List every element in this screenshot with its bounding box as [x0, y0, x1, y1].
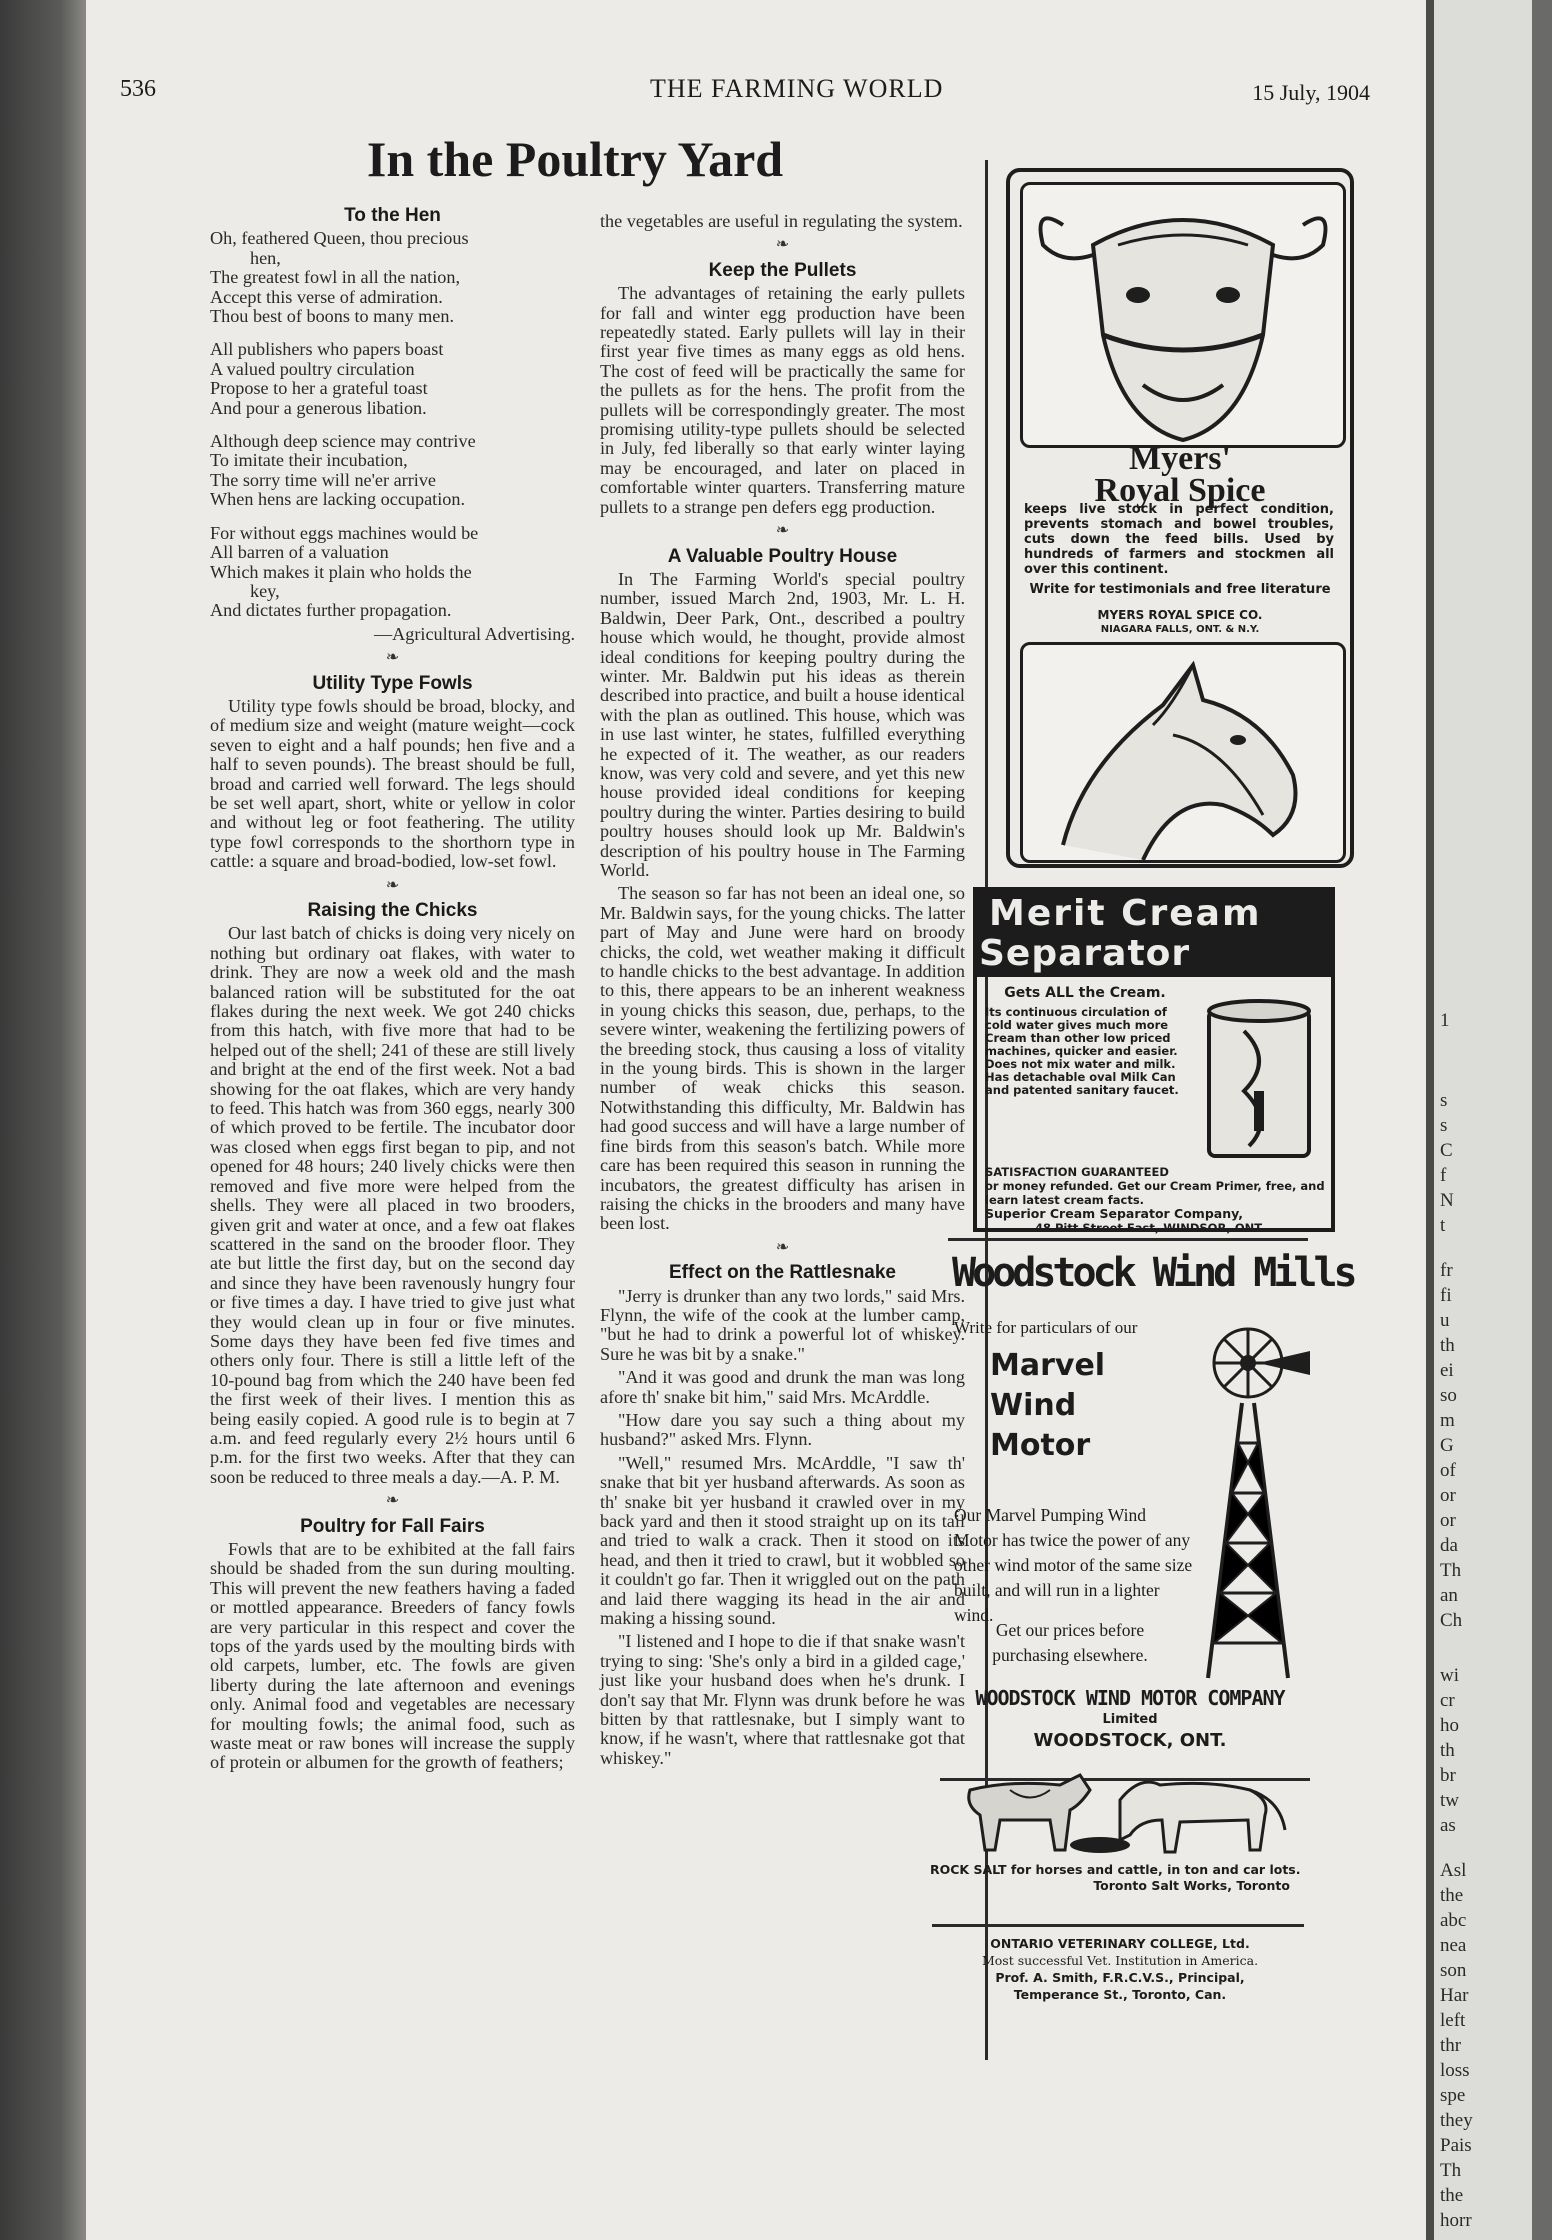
fragment-text: left [1440, 2010, 1466, 2031]
poem-line: All barren of a valuation [210, 542, 389, 563]
company-limited: Limited [1102, 1712, 1158, 1727]
fragment-text: fi [1440, 1285, 1452, 1306]
fragment-text: thr [1440, 2035, 1462, 2056]
poem-line: key, [250, 580, 280, 601]
college-name: ONTARIO VETERINARY COLLEGE, Ltd. [990, 1936, 1250, 1951]
fragment-text: nea [1440, 1935, 1467, 1956]
scan-left-margin [0, 0, 86, 2240]
poem-heading: To the Hen [344, 205, 441, 226]
woodstock-wind-mills-ad [940, 1238, 1354, 1751]
college-tagline: Most successful Vet. Institution in America. [981, 1953, 1259, 1968]
fragment-text: 1 [1440, 1010, 1450, 1031]
horse-illustration [1020, 642, 1346, 863]
product-name-2: Wind [990, 1388, 1077, 1423]
prices-cta: Get our prices before purchasing elsewhere. [992, 1620, 1148, 1665]
utility-heading: Utility Type Fowls [312, 672, 473, 694]
ad-intro: Write for particulars of our [954, 1318, 1138, 1337]
poem-line: Oh, feathered Queen, thou precious [210, 228, 469, 249]
company-name: Superior Cream Separator Company, [985, 1206, 1244, 1221]
fragment-text: horr [1440, 2210, 1472, 2231]
product-name-3: Motor [990, 1428, 1091, 1463]
poem-stanza-1 [210, 229, 575, 326]
divider [932, 1924, 1304, 1927]
fragment-text: Har [1440, 1985, 1469, 2006]
chicks-text: Our last batch of chicks is doing very nicely on nothing but ordinary oat flakes, with water to drink. They are now a week old and the mash balanced ration will be substituted for the oat flakes during the next week. We got 240 chicks from this hatch, with five more that had to be helped out of the shell; 241 of these are still lively and bright at the end of the first week. Not a bad showing for the oat flakes, which are very handy to feed. This hatch was from 360 eggs, nearly 300 of which proved to be fertile. The incubator door was closed when eggs first began to pip, and not opened for 48 hours; 240 lively chicks were then removed and five more were helped from the shells. They were all placed in two brooders, given grit and water at once, and a few oat flakes scattered in the sand on the brooder floor. They ate but little the first day, but on the second day and since they have been ravenously hungry four or five times a day. I have tried to give just what they would clean up in four or five minutes. Some days they have been fed five times and others only four. There is still a little left of the 10-pound bag from which the 240 have been fed the first week of their lives. I mention this as being easily copied. A good rule is to begin at 7 a.m. and feed regularly every 2½ hours until 6 p.m. for the first two weeks. After that they can soon be reduced to three meals a day.—A. P. M. [210, 923, 575, 1487]
fragment-text: m [1440, 1410, 1455, 1431]
ad-subheading: Gets ALL the Cream. [1004, 985, 1166, 1001]
poem-line: All publishers who papers boast [210, 339, 444, 360]
ad-copy [985, 987, 1185, 1097]
literature-cta: Write for testimonials and free literature [1029, 582, 1331, 597]
ad-text [930, 1862, 1310, 1894]
chicks-heading: Raising the Chicks [307, 900, 478, 921]
fragment-text: s [1440, 1090, 1448, 1111]
fragment-text: t [1440, 1215, 1446, 1236]
fragment-text: son [1440, 1960, 1467, 1981]
cow-head-icon [1023, 185, 1343, 445]
fragment-text: wi [1440, 1665, 1459, 1686]
product-name-1: Marvel [990, 1348, 1106, 1383]
article-column-1 [210, 200, 575, 1777]
fragment-text: C [1440, 1140, 1453, 1161]
ornament-icon: ❧ [775, 236, 790, 254]
rattlesnake-text: "And it was good and drunk the man was long afore th' snake bit him," said Mrs. McArddle. [600, 1367, 965, 1407]
poem-line: And pour a generous libation. [210, 397, 427, 418]
ad-title: Woodstock Wind Mills [952, 1250, 1354, 1296]
ad-banner [973, 887, 1335, 977]
utility-text: Utility type fowls should be broad, blocky, and of medium size and weight (mature weight—cock seven to eight and a half pounds; hen five and a half to seven pounds). The breast should be full, broad and carried well forward. The legs should be set well apart, short, white or yellow in color and without leg or foot feathering. The utility type fowl corresponds to the shorthorn type in cattle: a square and broad-bodied, low-set fowl. [210, 695, 575, 872]
poem-line: Accept this verse of admiration. [210, 286, 443, 307]
poem-line: When hens are lacking occupation. [210, 489, 466, 510]
brand-name-line-1: Myers' [1129, 440, 1231, 477]
divider [948, 1238, 1308, 1241]
section-title: In the Poultry Yard [366, 131, 784, 187]
company-name: Toronto Salt Works, Toronto [1093, 1878, 1290, 1893]
separator-can-icon [1199, 991, 1319, 1161]
fragment-text: Asl [1440, 1860, 1467, 1881]
fragment-text: da [1440, 1535, 1458, 1556]
poem-line: Thou best of boons to many men. [210, 306, 454, 327]
ad-guarantee [985, 1165, 1325, 1235]
ornament-icon: ❧ [385, 649, 400, 667]
fragment-text: Th [1440, 1560, 1462, 1581]
poem-line: A valued poultry circulation [210, 358, 415, 379]
house-text-1: In The Farming World's special poultry number, issued March 2nd, 1903, Mr. L. H. Baldwin, Deer Park, Ont., described a poultry house which would, he thought, provide almost ideal conditions for keeping poultry during the winter. Mr. Baldwin put his ideas as therein described into practice, and built a house identical with the plan as outlined. This house, which was in use last winter, he states, fulfilled everything he expected of it. The weather, as our readers know, was very cold and severe, and yet this new house provided ideal conditions for keeping poultry during the winter. Parties desiring to build poultry houses should look up Mr. Baldwin's description of his poultry house in The Farming World. [600, 568, 965, 880]
issue-date: 15 July, 1904 [1252, 80, 1370, 105]
rattlesnake-text: "Well," resumed Mrs. McArddle, "I saw th' snake that bit yer husband afterwards. As soon as th' snake bit yer husband it crawled over in my back yard and then it stood straight up on its tail and tried to walk a crack. Then it stood on its head, and then it tried to crawl, but it wobbled so it couldn't go far. Then it wriggled out on the path and laid there wagging its head in the air and making a hissing sound. [600, 1452, 965, 1629]
house-heading: A Valuable Poultry House [667, 545, 898, 567]
rock-salt-ad [930, 1760, 1310, 1920]
fragment-text: th [1440, 1335, 1455, 1356]
ornament-icon: ❧ [385, 1492, 400, 1510]
page-number: 536 [120, 76, 156, 102]
fragment-text: Pais [1440, 2135, 1472, 2156]
continued-text: the vegetables are useful in regulating the system. [600, 211, 963, 231]
pullets-heading: Keep the Pullets [708, 259, 857, 281]
fragment-text: br [1440, 1765, 1456, 1786]
company-name: MYERS ROYAL SPICE CO. [1097, 608, 1263, 622]
ontario-veterinary-college-ad [930, 1935, 1310, 2045]
poem-stanza-2 [210, 340, 575, 418]
ad-description: Its continuous circulation of cold water gives much more Cream than other low priced machines, quicker and easier. Does not mix water and milk. Has detachable oval Milk Can and patented sanitary faucet. [985, 1005, 1179, 1097]
fragment-text: G [1440, 1435, 1454, 1456]
fragment-text: an [1440, 1585, 1458, 1606]
myers-royal-spice-ad [1006, 168, 1354, 868]
fragment-text: fr [1440, 1260, 1453, 1281]
poem-line: hen, [250, 247, 281, 268]
merit-cream-separator-ad [973, 887, 1335, 1235]
fragment-text: cr [1440, 1690, 1455, 1711]
fragment-text: loss [1440, 2060, 1470, 2081]
fragment-text: Ch [1440, 1610, 1463, 1631]
poem-line: The greatest fowl in all the nation, [210, 267, 460, 288]
poem-line: Propose to her a grateful toast [210, 378, 428, 399]
refund-text: or money refunded. Get our Cream Primer, free, and learn latest cream facts. [985, 1179, 1325, 1207]
fragment-text: so [1440, 1385, 1457, 1406]
poem-line: And dictates further propagation. [210, 600, 452, 621]
rattlesnake-heading: Effect on the Rattlesnake [669, 1262, 896, 1284]
company-city: WOODSTOCK, ONT. [1033, 1730, 1227, 1751]
poem-stanza-4 [210, 524, 575, 621]
fragment-text: or [1440, 1485, 1456, 1506]
principal: Prof. A. Smith, F.R.C.V.S., Principal, [995, 1970, 1245, 1985]
fragment-text: th [1440, 1740, 1455, 1761]
poem-line: For without eggs machines would be [210, 522, 479, 543]
horse-head-icon [1023, 645, 1343, 860]
windmill-icon [1198, 1323, 1318, 1683]
ad-text-line: ROCK SALT for horses and cattle, in ton and car lots. [930, 1862, 1301, 1877]
fragment-text: they [1440, 2110, 1473, 2131]
rattlesnake-text: "How dare you say such a thing about my husband?" asked Mrs. Flynn. [600, 1409, 965, 1450]
ornament-icon: ❧ [775, 1238, 790, 1256]
rattlesnake-text: "I listened and I hope to die if that snake wasn't trying to sing: 'She's only a bird in a gilded cage,' just like your husband does when he's drunk. I don't say that Mr. Flynn was drunk before he was bitten by that rattlesnake, but I simply want to know, if he wasn't, where that rattlesnake got that whiskey." [600, 1631, 965, 1768]
fragment-text: of [1440, 1460, 1456, 1481]
company-address: NIAGARA FALLS, ONT. & N.Y. [1100, 624, 1260, 635]
fragment-text: as [1440, 1815, 1456, 1836]
ad-body [973, 977, 1335, 1235]
fragment-text: f [1440, 1165, 1447, 1186]
pullets-text: The advantages of retaining the early pullets for fall and winter egg production have been repeatedly stated. Early pullets will lay in their first year five times as many eggs as old hens. The cost of feed will be practically the same for the pullets as for the hens. The profit from the pullets will be correspondingly greater. The most promising utility-type pullets should be selected in July, fed liberally so that early winter laying may be encouraged, and later on placed in comfortable winter quarters. Transferring mature pullets to a strange pen defers egg production. [600, 283, 965, 517]
scan-right-margin [1532, 0, 1552, 2240]
ornament-icon: ❧ [775, 522, 790, 540]
college-address: Temperance St., Toronto, Can. [1013, 1987, 1227, 2002]
page-header [120, 66, 1370, 106]
fragment-text: N [1440, 1190, 1454, 1211]
fragment-text: spe [1440, 2085, 1466, 2106]
fragment-text: Th [1440, 2160, 1462, 2181]
fairs-text: Fowls that are to be exhibited at the fall fairs should be shaded from the sun during moulting. This will prevent the new feathers having a faded or mottled appearance. Breeders of fancy fowls are very particular in this respect and cover the tops of the yards used by the moulting birds with old carpets, lumber, etc. The fowls are given liberty during the late afternoon and evenings only. Animal food and vegetables are necessary for moulting fowls; the animal food, such as waste meat or raw bones will increase the supply of protein or albumen for the growth of feathers; [210, 1539, 575, 1773]
product-blurb: keeps live stock in perfect condition, prevents stomach and bowel troubles, cuts down the feed bills. Used by hundreds of farmers and stockmen all over this continent. [1024, 502, 1334, 577]
poem-line: The sorry time will ne'er arrive [210, 469, 436, 490]
masthead: THE FARMING WORLD [650, 74, 944, 103]
poem-line: Although deep science may contrive [210, 431, 476, 452]
poem-stanza-3 [210, 432, 575, 510]
fragment-text: tw [1440, 1790, 1459, 1811]
fragment-text: the [1440, 1885, 1464, 1906]
poem-line: Which makes it plain who holds the [210, 561, 472, 582]
poem-credit: —Agricultural Advertising. [373, 623, 575, 644]
fairs-heading: Poultry for Fall Fairs [300, 1515, 485, 1537]
company-name: WOODSTOCK WIND MOTOR COMPANY [975, 1686, 1285, 1710]
ad-title-line-1: Merit Cream [989, 893, 1262, 934]
fragment-text: ei [1440, 1360, 1454, 1381]
brand-name-line-2: Royal Spice [1094, 472, 1266, 509]
fragment-text: s [1440, 1115, 1448, 1136]
rattlesnake-text: "Jerry is drunker than any two lords," said Mrs. Flynn, the wife of the cook at the lumber camp, "but he had to drink a powerful lot of whiskey. Sure he was bit by a snake." [600, 1285, 965, 1364]
house-text-2: The season so far has not been an ideal one, so Mr. Baldwin says, for the young chicks. The latter part of May and June were hard on broody chicks, the cold, wet weather making it difficult to handle chicks to the best advantage. In addition to this, there appears to be an inherent weakness in young chicks this season, due, perhaps, to the severe winter, weakening the fertilizing powers of the breeding stock, thus causing a loss of vitality in the young birds. This is shown in the larger number of weak chicks this season. Notwithstanding this difficulty, Mr. Baldwin has had good success and will have a large number of fine birds from this season's batch. While more care has been required this season in running the incubators, the greatest difficulty has arisen in raising the chicks in the brooders and many have been lost. [600, 883, 965, 1234]
cow-illustration [1020, 182, 1346, 448]
fragment-text: u [1440, 1310, 1450, 1331]
product-description: Our Marvel Pumping Wind Motor has twice the power of any other wind motor of the same size built, and will run in a lighter wind. [954, 1505, 1193, 1625]
guarantee-heading: SATISFACTION GUARANTEED [985, 1165, 1169, 1179]
ad-title-line-2: Separator [979, 933, 1191, 974]
company-address: 48 Pitt Street East, WINDSOR, ONT. [1035, 1221, 1265, 1235]
fragment-text: the [1440, 2185, 1464, 2206]
article-column-2 [600, 212, 965, 1772]
fragment-text: abc [1440, 1910, 1467, 1931]
cattle-icon [950, 1760, 1300, 1860]
ornament-icon: ❧ [385, 876, 400, 894]
fragment-text: or [1440, 1510, 1456, 1531]
poem-line: To imitate their incubation, [210, 450, 408, 471]
fragment-text: ho [1440, 1715, 1459, 1736]
